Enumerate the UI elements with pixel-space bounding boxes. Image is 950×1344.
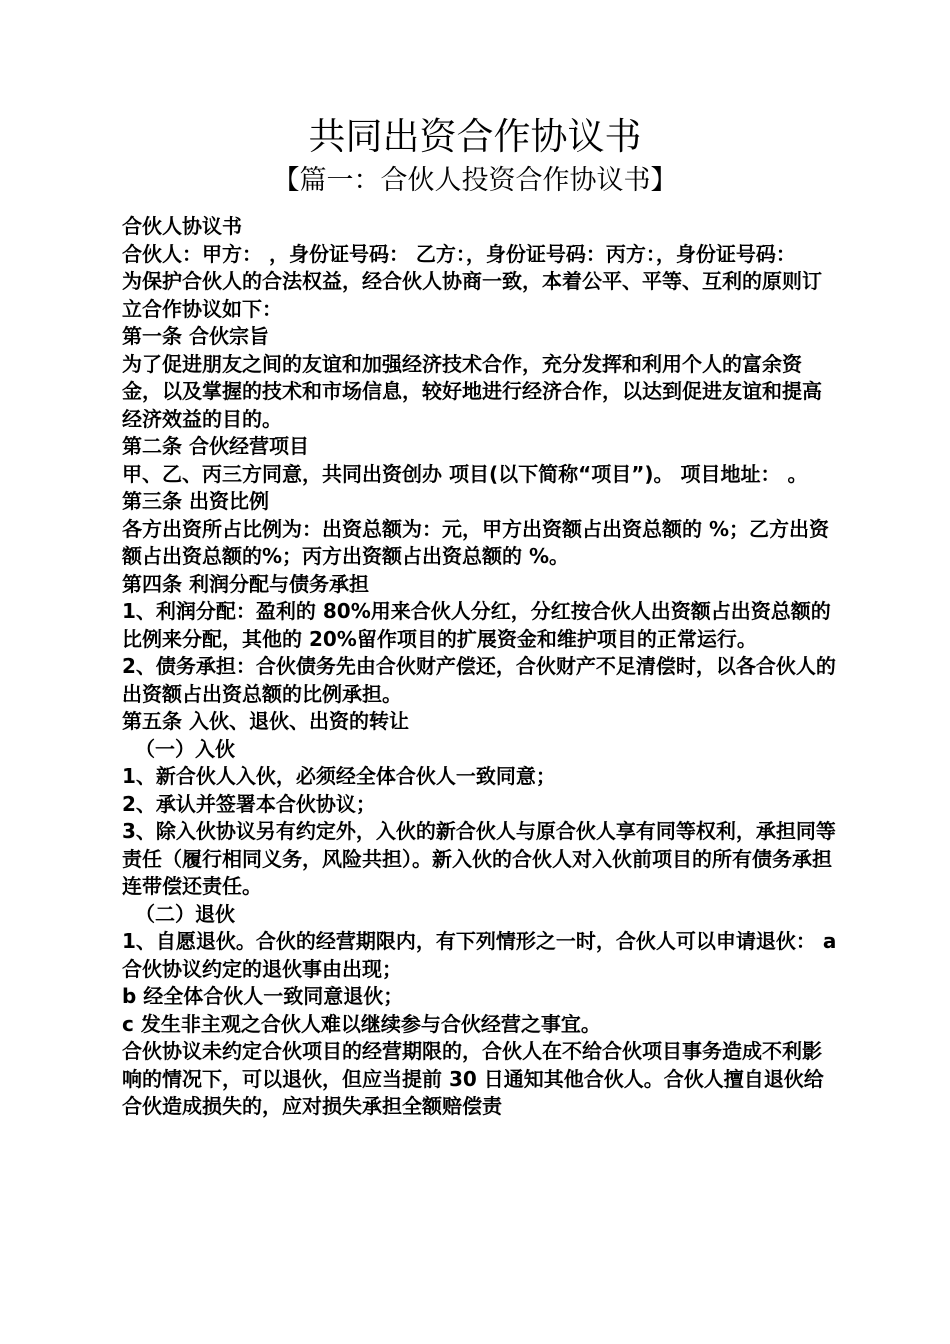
paragraph: 合伙协议未约定合伙项目的经营期限的，合伙人在不给合伙项目事务造成不利影响的情况下，可以退伙，但应当提前 30 日通知其他合伙人。合伙人擅自退伙给合伙造成损失的，应对损失承担全额赔偿责 [122, 1039, 824, 1118]
document-body [117, 213, 837, 1121]
document-title: 共同出资合作协议书 [308, 115, 642, 158]
paragraph: 各方出资所占比例为：出资总额为：元，甲方出资额占出资总额的 %；乙方出资额占出资总额的%；丙方出资额占出资总额的 %。 [122, 516, 830, 568]
paragraph: 1、自愿退伙。合伙的经营期限内，有下列情形之一时，合伙人可以申请退伙： a 合伙协议约定的退伙事由出现； [122, 929, 837, 981]
document-subtitle: 【篇一：合伙人投资合作协议书】 [272, 165, 678, 196]
paragraph: b 经全体合伙人一致同意退伙； [122, 984, 404, 1008]
paragraph: 1、利润分配：盈利的 80%用来合伙人分红，分红按合伙人出资额占出资总额的比例来分配，其他的 20%留作项目的扩展资金和维护项目的正常运行。 [122, 599, 831, 651]
paragraph: 为保护合伙人的合法权益，经合伙人协商一致，本着公平、平等、互利的原则订立合作协议如下： [122, 269, 822, 321]
paragraph: 为了促进朋友之间的友谊和加强经济技术合作，充分发挥和利用个人的富余资金，以及掌握的技术和市场信息，较好地进行经济合作，以达到促进友谊和提高经济效益的目的。 [122, 351, 822, 431]
paragraph: 2、承认并签署本合伙协议； [122, 791, 376, 816]
paragraph: 合伙人：甲方： ，身份证号码： 乙方：，身份证号码：丙方：，身份证号码： [122, 241, 796, 266]
paragraph: 第四条 利润分配与债务承担 [122, 571, 369, 596]
paragraph: 第五条 入伙、退伙、出资的转让 [122, 709, 409, 733]
paragraph: 第一条 合伙宗旨 [122, 324, 269, 348]
paragraph: 3、除入伙协议另有约定外，入伙的新合伙人与原合伙人享有同等权利，承担同等责任（履行相同义务，风险共担）。新入伙的合伙人对入伙前项目的所有债务承担连带偿还责任。 [122, 819, 836, 898]
paragraph: （二）退伙 [135, 901, 235, 926]
paragraph: 第二条 合伙经营项目 [122, 434, 309, 458]
paragraph: 1、新合伙人入伙，必须经全体合伙人一致同意； [122, 764, 556, 788]
paragraph: （一）入伙 [135, 736, 235, 761]
paragraph: 合伙人协议书 [122, 214, 242, 238]
paragraph: 甲、乙、丙三方同意，共同出资创办 项目(以下简称“项目”)。 项目地址： 。 [122, 461, 808, 486]
paragraph: c 发生非主观之合伙人难以继续参与合伙经营之事宜。 [122, 1011, 601, 1036]
paragraph: 2、债务承担：合伙债务先由合伙财产偿还，合伙财产不足清偿时，以各合伙人的出资额占出资总额的比例承担。 [122, 654, 836, 706]
paragraph: 第三条 出资比例 [122, 489, 269, 513]
